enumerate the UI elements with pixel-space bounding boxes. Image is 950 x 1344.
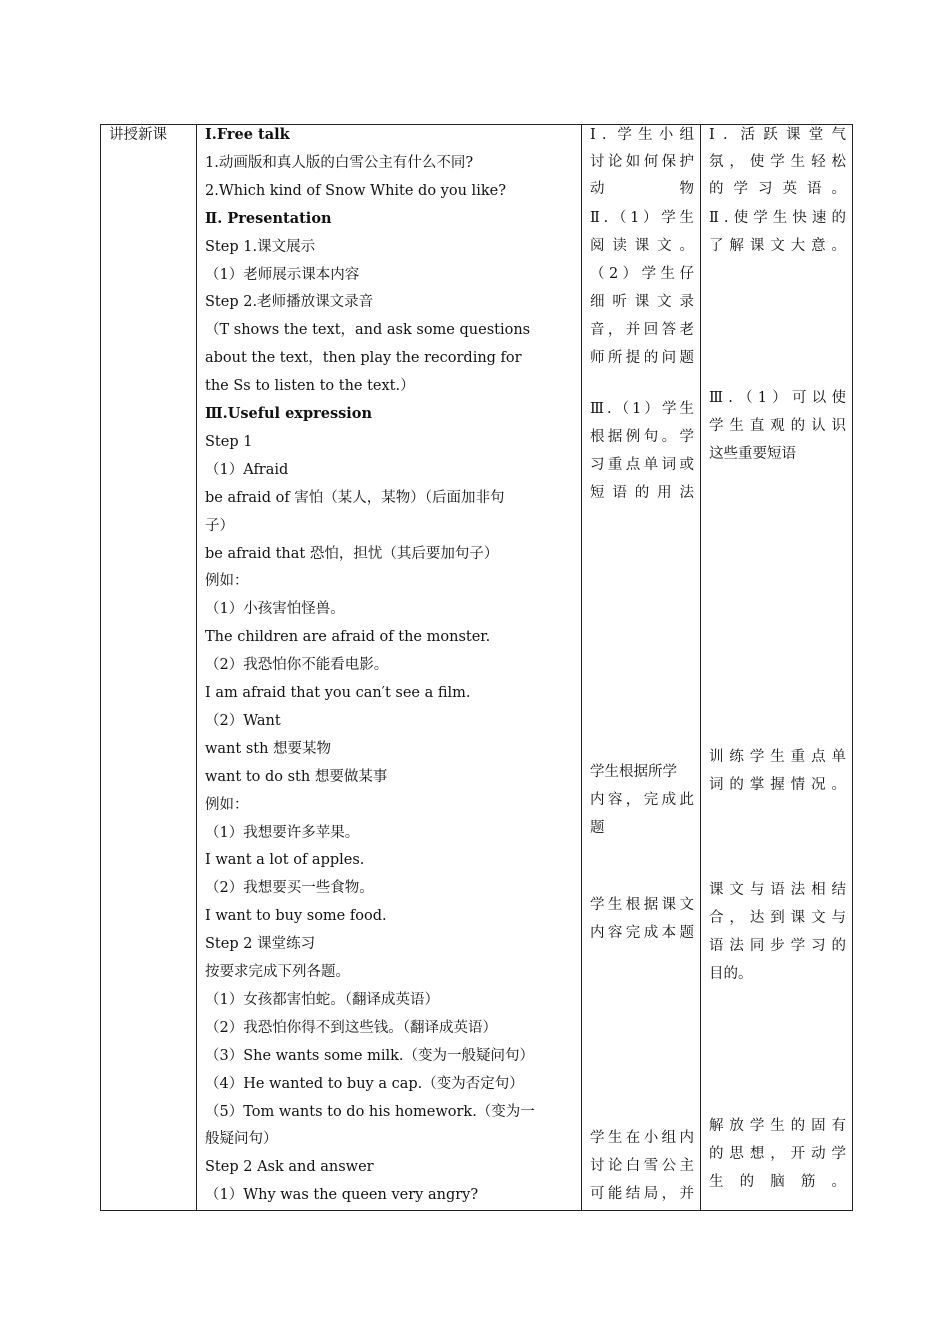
procedure-line: I want to buy some food.	[205, 908, 387, 924]
procedure-line: （3）She wants some milk.（变为一般疑问句）	[205, 1048, 534, 1064]
procedure-line: （T shows the text，and ask some questions	[205, 322, 531, 338]
design_intent-line: 解放学生的固有	[709, 1118, 846, 1134]
procedure-line: 按要求完成下列各题。	[205, 964, 350, 980]
procedure-line: Ⅲ.Useful expression	[205, 405, 372, 422]
section-label: 讲授新课	[109, 127, 167, 143]
student_activities-line: 音，并回答老	[590, 322, 694, 338]
student_activities-line: Ⅰ. 学生小组	[590, 127, 694, 143]
student_activities-line: 学生在小组内	[590, 1130, 694, 1146]
student_activities-line: 动物	[590, 181, 694, 197]
procedure-line: be afraid of 害怕（某人，某物）（后面加非句	[205, 490, 505, 506]
procedure-line: Step 2.老师播放课文录音	[205, 294, 374, 310]
student_activities-line: 细听课文录	[590, 294, 694, 310]
procedure-line: （1）老师展示课本内容	[205, 267, 360, 283]
procedure-line: （2）Want	[205, 713, 281, 729]
procedure-line: the Ss to listen to the text.）	[205, 378, 415, 394]
design_intent-line: 课文与语法相结	[709, 882, 846, 898]
design_intent-line: 的学习英语。	[709, 181, 846, 197]
design_intent-line: 目的。	[709, 966, 753, 982]
student_activities-line: 阅读课文。	[590, 238, 694, 254]
student_activities-line: 讨论如何保护	[590, 154, 694, 170]
student_activities-line: Ⅱ.（1）学生	[590, 210, 694, 226]
design_intent-line: 学生直观的认识	[709, 418, 846, 434]
design_intent-line: 氛，使学生轻松	[709, 154, 846, 170]
procedure-line: The children are afraid of the monster.	[205, 629, 491, 645]
procedure-line: Step 1.课文展示	[205, 239, 316, 255]
student_activities-line: 可能结局，并	[590, 1186, 694, 1202]
student_activities-line: 习重点单词或	[590, 457, 694, 473]
student_activities-line: 学生根据课文	[590, 897, 694, 913]
student_activities-line: 讨论白雪公主	[590, 1158, 694, 1174]
procedure-cell	[197, 125, 582, 1211]
procedure-line: （4）He wanted to buy a cap.（变为否定句）	[205, 1076, 524, 1092]
procedure-line: 例如：	[205, 573, 249, 589]
procedure-line: 子）	[205, 518, 234, 534]
procedure-line: about the text，then play the recording for	[205, 350, 522, 366]
student_activities-line: Ⅲ.（1）学生	[590, 401, 694, 417]
procedure-line: I am afraid that you can′t see a film.	[205, 685, 471, 701]
procedure-line: （1）Afraid	[205, 462, 289, 478]
design_intent-line: 词的掌握情况。	[709, 777, 846, 793]
procedure-line: （2）我恐怕你不能看电影。	[205, 657, 389, 673]
procedure-line: （1）Why was the queen very angry?	[205, 1187, 479, 1203]
procedure-line: （1）女孩都害怕蛇。（翻译成英语）	[205, 992, 439, 1008]
procedure-line: Ⅰ.Free talk	[205, 126, 290, 143]
procedure-line: （2）我想要买一些食物。	[205, 880, 374, 896]
design_intent-line: 了解课文大意。	[709, 238, 846, 254]
procedure-line: 1.动画版和真人版的白雪公主有什么不同?	[205, 155, 474, 171]
design_intent-line: 生的脑筋。	[709, 1174, 846, 1190]
design_intent-line: 的思想，开动学	[709, 1146, 846, 1162]
lesson-plan-table	[100, 124, 853, 1211]
design_intent-line: 语法同步学习的	[709, 938, 846, 954]
procedure-line: Step 1	[205, 434, 253, 450]
procedure-line: （1）小孩害怕怪兽。	[205, 601, 345, 617]
student_activities-line: 根据例句。学	[590, 429, 694, 445]
design_intent-line: Ⅲ.（1）可以使	[709, 390, 846, 406]
design_intent-line: 合，达到课文与	[709, 910, 846, 926]
student-activity-cell	[582, 125, 701, 1211]
procedure-line: 2.Which kind of Snow White do you like?	[205, 183, 506, 199]
design_intent-line: 训练学生重点单	[709, 749, 846, 765]
procedure-line: be afraid that 恐怕，担忧（其后要加句子）	[205, 546, 499, 562]
procedure-line: 例如：	[205, 797, 249, 813]
procedure-line: （5）Tom wants to do his homework.（变为一	[205, 1104, 535, 1120]
student_activities-line: 师所提的问题	[590, 350, 694, 366]
procedure-line: want sth 想要某物	[205, 741, 332, 757]
design_intent-line: 这些重要短语	[709, 446, 796, 462]
procedure-line: want to do sth 想要做某事	[205, 769, 388, 785]
student_activities-line: 内容，完成此	[590, 792, 694, 808]
design_intent-line: Ⅰ. 活跃课堂气	[709, 127, 846, 143]
section-cell	[101, 125, 197, 1211]
student_activities-line: 题	[590, 820, 605, 836]
student_activities-line: 学生根据所学	[590, 764, 677, 780]
student_activities-line: 短语的用法	[590, 485, 694, 501]
procedure-line: （2）我恐怕你得不到这些钱。（翻译成英语）	[205, 1020, 497, 1036]
procedure-line: Ⅱ. Presentation	[205, 210, 332, 227]
procedure-line: 般疑问句）	[205, 1131, 278, 1147]
design_intent-line: Ⅱ.使学生快速的	[709, 210, 846, 226]
procedure-line: Step 2 Ask and answer	[205, 1159, 374, 1175]
table-row	[101, 125, 853, 1211]
procedure-line: （1）我想要许多苹果。	[205, 825, 360, 841]
procedure-line: I want a lot of apples.	[205, 852, 365, 868]
student_activities-line: （2）学生仔	[590, 266, 694, 282]
procedure-line: Step 2 课堂练习	[205, 936, 316, 952]
student_activities-line: 内容完成本题	[590, 925, 694, 941]
design-intent-cell	[701, 125, 853, 1211]
